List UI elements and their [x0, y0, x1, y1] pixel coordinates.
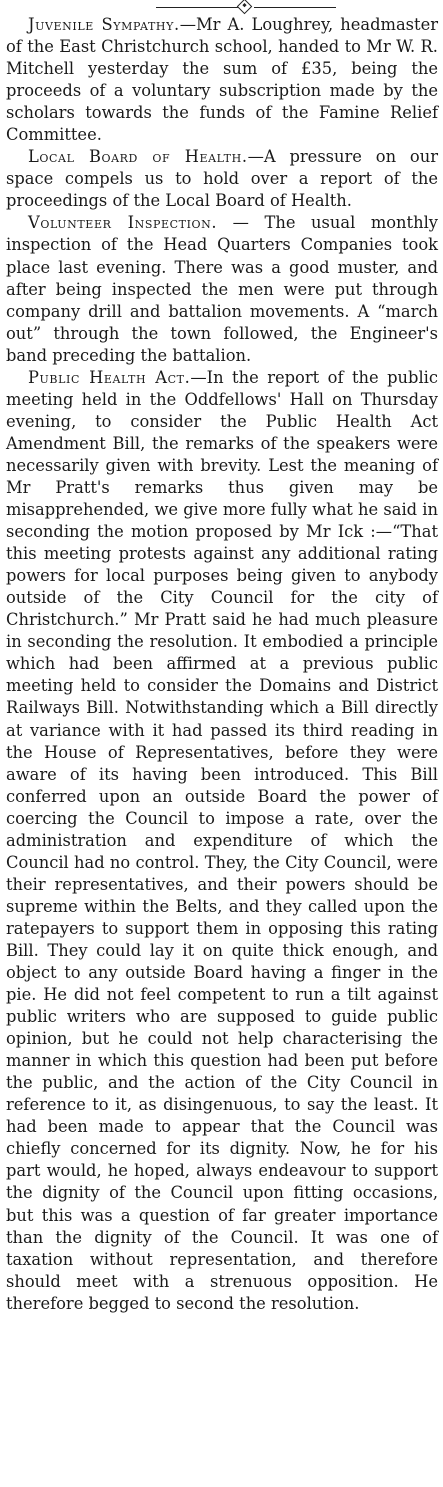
article-body: —A pressure on our space compels us to hold over a report of the proceedings of the Local Board of Health.	[6, 147, 438, 211]
article-body: — The usual monthly inspection of the Head Quarters Companies took place last evening. There was a good muster, and after being inspected the men were put through company drill and battalion movements. A “march out” through the town followed, the Engineer's band preceding the battalion.	[6, 213, 438, 365]
article-body: —Mr A. Loughrey, headmaster of the East Christchurch school, handed to Mr W. R. Mitchell yesterday the sum of £35, being the proceeds of a voluntary subscription made by the scholars towards the funds of the Famine Relief Committee.	[6, 15, 438, 145]
article-public-health-act	[6, 367, 438, 1315]
article-juvenile-sympathy	[6, 14, 438, 146]
article-local-board-of-health	[6, 146, 438, 212]
divider-rule-right	[254, 7, 336, 8]
article-heading: Volunteer Inspection.	[28, 213, 218, 233]
article-body: —In the report of the public meeting held in the Oddfellows' Hall on Thursday evening, to consider the Public Health Act Amendment Bill, the remarks of the speakers were necessarily given with brevity. Lest the meaning of Mr Pratt's remarks thus given may be misapprehended, we give more fully what he said in seconding the motion proposed by Mr Ick :—“That this meeting protests against any additional rating powers for local purposes being given to anybody outside of the City Council for the city of Christchurch.” Mr Pratt said he had much pleasure in seconding the resolution. It embodied a principle which had been affirmed at a previous public meeting held to consider the Domains and District Railways Bill. Notwithstanding which a Bill directly at variance with it had passed its third reading in the House of Representatives, before they were aware of its having been introduced. This Bill conferred upon an outside Board the power of coercing the Council to impose a rate, over the administration and expenditure of which the Council had no control. They, the City Council, were their representatives, and their powers should be supreme within the Belts, and they called upon the ratepayers to support them in opposing this rating Bill. They could lay it on quite thick enough, and object to any outside Board having a finger in the pie. He did not feel competent to run a tilt against public writers who are supposed to guide public opinion, but he could not help characterising the manner in which this question had been put before the public, and the action of the City Council in reference to it, as disingenuous, to say the least. It had been made to appear that the Council was chiefly concerned for its dignity. Now, he for his part would, he hoped, always endeavour to support the dignity of the Council upon fitting occasions, but this was a question of far greater importance than the dignity of the Council. It was one of taxation without representation, and therefore should meet with a strenuous opposition. He therefore begged to second the resolution.	[6, 367, 438, 1313]
article-heading: Public Health Act.	[28, 367, 191, 387]
newspaper-column	[6, 0, 438, 1315]
diamond-ornament-icon	[237, 0, 253, 14]
article-volunteer-inspection	[6, 212, 438, 366]
article-heading: Local Board of Health.	[28, 147, 248, 167]
divider-rule-left	[156, 7, 238, 8]
article-heading: Juvenile Sympathy.	[28, 15, 180, 34]
section-divider	[6, 0, 438, 14]
